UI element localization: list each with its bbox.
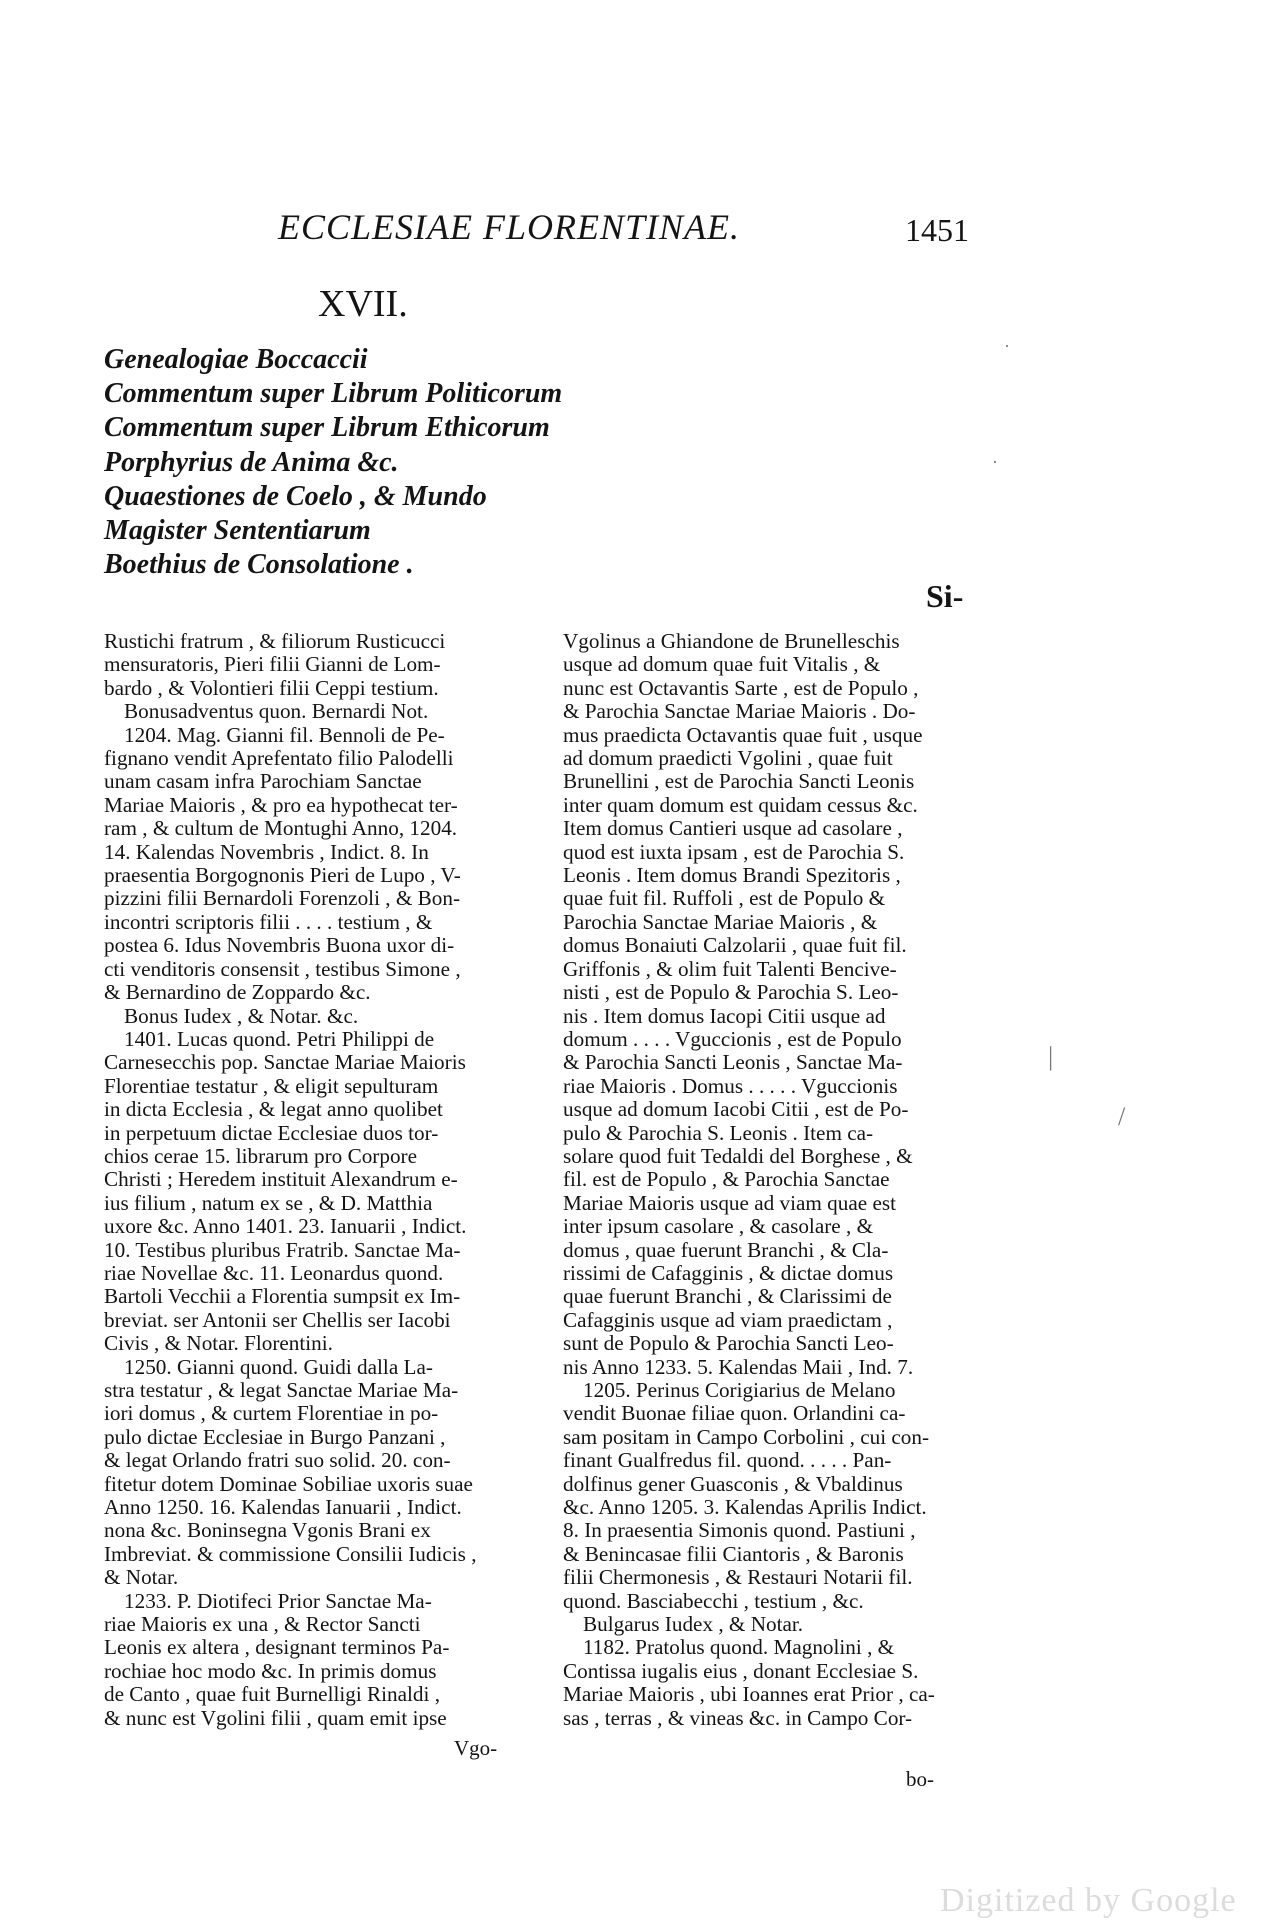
- digitized-watermark: Digitized by Google: [940, 1882, 1237, 1919]
- text-line: postea 6. Idus Novembris Buona uxor di-: [104, 934, 455, 958]
- text-line: 1250. Gianni quond. Guidi dalla La-: [124, 1355, 433, 1379]
- text-line: ram , & cultum de Montughi Anno, 1204.: [104, 817, 458, 841]
- title-line: Genealogiae Boccaccii: [104, 344, 368, 375]
- text-line: pizzini filii Bernardoli Forenzoli , & Bon-: [104, 887, 460, 911]
- page-number: 1451: [905, 212, 969, 248]
- text-line: Leonis ex altera , designant terminos Pa-: [104, 1636, 450, 1660]
- text-line: Bonus Iudex , & Notar. &c.: [124, 1004, 359, 1028]
- text-line: Griffonis , & olim fuit Talenti Bencive-: [563, 957, 897, 981]
- text-line: inter ipsum casolare , & casolare , &: [563, 1215, 874, 1239]
- text-line: nona &c. Boninsegna Vgonis Brani ex: [104, 1519, 431, 1543]
- text-line: praesentia Borgognonis Pieri de Lupo , V-: [104, 864, 461, 888]
- text-line: 8. In praesentia Simonis quond. Pastiuni ,: [563, 1519, 916, 1543]
- text-line: Contissa iugalis eius , donant Ecclesiae S.: [563, 1659, 919, 1683]
- running-title: ECCLESIAE FLORENTINAE.: [278, 207, 740, 247]
- text-line: riae Novellae &c. 11. Leonardus quond.: [104, 1261, 444, 1285]
- text-line: unam casam infra Parochiam Sanctae: [104, 770, 422, 794]
- text-line: fitetur dotem Dominae Sobiliae uxoris suae: [104, 1472, 473, 1496]
- manuscript-titles: [104, 343, 724, 582]
- text-line: & Benincasae filii Ciantoris , & Baronis: [563, 1542, 904, 1566]
- title-line: Boethius de Consolatione .: [104, 549, 414, 581]
- text-line: & legat Orlando fratri suo solid. 20. con-: [104, 1449, 451, 1473]
- text-line: & Notar.: [104, 1566, 179, 1590]
- text-line: solare quod fuit Tedaldi del Borghese , &: [563, 1144, 913, 1168]
- text-line: usque ad domum Iacobi Citii , est de Po-: [563, 1098, 909, 1122]
- text-line: fil. est de Populo , & Parochia Sanctae: [563, 1168, 890, 1192]
- text-line: rochiae hoc modo &c. In primis domus: [104, 1659, 437, 1683]
- text-line: 14. Kalendas Novembris , Indict. 8. In: [104, 840, 429, 864]
- left-column: [104, 630, 540, 1730]
- text-line: Carnesecchis pop. Sanctae Mariae Maioris: [104, 1051, 466, 1075]
- text-line: finant Gualfredus fil. quond. . . . . Pan-: [563, 1449, 892, 1473]
- title-line: Commentum super Librum Ethicorum: [104, 412, 550, 444]
- right-catchword: bo-: [906, 1767, 934, 1791]
- text-line: & nunc est Vgolini filii , quam emit ipse: [104, 1706, 447, 1730]
- text-line: mensuratoris, Pieri filii Gianni de Lom-: [104, 653, 441, 677]
- text-line: nunc est Octavantis Sarte , est de Populo ,: [563, 676, 919, 700]
- text-line: 1204. Mag. Gianni fil. Bennoli de Pe-: [124, 723, 445, 747]
- text-line: riae Maioris . Domus . . . . . Vguccionis: [563, 1074, 898, 1098]
- margin-speck: ·: [992, 452, 998, 472]
- text-line: usque ad domum quae fuit Vitalis , &: [563, 653, 881, 677]
- text-line: Mariae Maioris , & pro ea hypothecat ter-: [104, 793, 458, 817]
- margin-mark: |: [1048, 1042, 1054, 1071]
- left-catchword: Vgo-: [454, 1736, 498, 1760]
- text-line: stra testatur , & legat Sanctae Mariae Ma-: [104, 1379, 459, 1402]
- text-line: in perpetuum dictae Ecclesiae duos tor-: [104, 1121, 439, 1145]
- text-line: quae fuit fil. Ruffoli , est de Populo &: [563, 887, 886, 911]
- text-line: chios cerae 15. librarum pro Corpore: [104, 1144, 417, 1168]
- text-line: Christi ; Heredem instituit Alexandrum e-: [104, 1168, 458, 1192]
- text-line: quond. Basciabecchi , testium , &c.: [563, 1589, 864, 1613]
- text-line: Leonis . Item domus Brandi Spezitoris ,: [563, 864, 901, 888]
- text-line: Item domus Cantieri usque ad casolare ,: [563, 817, 903, 841]
- title-line: Quaestiones de Coelo , & Mundo: [104, 480, 487, 512]
- text-line: Vgolinus a Ghiandone de Brunelleschis: [563, 630, 900, 653]
- text-line: domum . . . . Vguccionis , est de Populo: [563, 1027, 902, 1051]
- document-number: XVII.: [318, 283, 408, 325]
- text-line: 10. Testibus pluribus Fratrib. Sanctae Ma-: [104, 1238, 461, 1262]
- text-line: 1205. Perinus Corigiarius de Melano: [583, 1379, 896, 1402]
- text-line: quod est iuxta ipsam , est de Parochia S.: [563, 840, 905, 864]
- margin-speck: ·: [1004, 336, 1010, 356]
- text-line: nis Anno 1233. 5. Kalendas Maii , Ind. 7.: [563, 1355, 914, 1379]
- text-line: sam positam in Campo Corbolini , cui con-: [563, 1425, 930, 1449]
- text-line: Mariae Maioris usque ad viam quae est: [563, 1191, 897, 1215]
- title-line: Magister Sententiarum: [104, 515, 371, 547]
- text-line: 1233. P. Diotifeci Prior Sanctae Ma-: [124, 1589, 432, 1613]
- margin-mark: /: [1118, 1102, 1126, 1131]
- text-line: pulo dictae Ecclesiae in Burgo Panzani ,: [104, 1425, 446, 1449]
- text-line: inter quam domum est quidam cessus &c.: [563, 793, 918, 817]
- text-line: pulo & Parochia S. Leonis . Item ca-: [563, 1121, 874, 1145]
- text-line: Anno 1250. 16. Kalendas Ianuarii , Indict.: [104, 1496, 462, 1520]
- text-line: de Canto , quae fuit Burnelligi Rinaldi ,: [104, 1683, 440, 1707]
- text-line: filii Chermonesis , & Restauri Notarii fil.: [563, 1566, 913, 1590]
- text-line: riae Maioris ex una , & Rector Sancti: [104, 1613, 421, 1637]
- text-line: 1401. Lucas quond. Petri Philippi de: [124, 1027, 435, 1051]
- title-line: Porphyrius de Anima &c.: [104, 446, 399, 478]
- text-line: cti venditoris consensit , testibus Simone ,: [104, 957, 461, 981]
- text-line: vendit Buonae filiae quon. Orlandini ca-: [563, 1402, 906, 1426]
- text-line: ad domum praedicti Vgolini , quae fuit: [563, 747, 893, 771]
- text-line: Brunellini , est de Parochia Sancti Leonis: [563, 770, 915, 794]
- text-line: Bulgarus Iudex , & Notar.: [583, 1613, 804, 1637]
- text-line: Rustichi fratrum , & filiorum Rusticucci: [104, 630, 446, 653]
- text-line: ius filium , natum ex se , & D. Matthia: [104, 1191, 433, 1215]
- text-line: sunt de Populo & Parochia Sancti Leo-: [563, 1332, 894, 1356]
- text-line: &c. Anno 1205. 3. Kalendas Aprilis Indict.: [563, 1496, 927, 1520]
- text-line: Parochia Sanctae Mariae Maioris , &: [563, 910, 878, 934]
- text-line: breviat. ser Antonii ser Chellis ser Iacobi: [104, 1308, 451, 1332]
- text-line: fignano vendit Aprefentato filio Palodelli: [104, 747, 454, 771]
- text-line: nis . Item domus Iacopi Citii usque ad: [563, 1004, 886, 1028]
- text-line: mus praedicta Octavantis quae fuit , usque: [563, 723, 923, 747]
- text-line: Florentiae testatur , & eligit sepulturam: [104, 1074, 439, 1098]
- text-line: iori domus , & curtem Florentiae in po-: [104, 1402, 439, 1426]
- text-line: in dicta Ecclesia , & legat anno quolibet: [104, 1098, 443, 1122]
- catchword-top: Si-: [926, 578, 964, 614]
- text-line: uxore &c. Anno 1401. 23. Ianuarii , Indict.: [104, 1215, 467, 1239]
- text-line: & Parochia Sanctae Mariae Maioris . Do-: [563, 700, 916, 724]
- text-line: 1182. Pratolus quond. Magnolini , &: [583, 1636, 895, 1660]
- text-line: Cafagginis usque ad viam praedictam ,: [563, 1308, 893, 1332]
- text-line: domus , quae fuerunt Branchi , & Cla-: [563, 1238, 889, 1262]
- text-line: incontri scriptoris filii . . . . testium , &: [104, 910, 433, 934]
- right-column: [563, 630, 983, 1730]
- text-line: nisti , est de Populo & Parochia S. Leo-: [563, 981, 899, 1005]
- text-line: Bartoli Vecchii a Florentia sumpsit ex Im-: [104, 1285, 461, 1309]
- text-line: & Parochia Sancti Leonis , Sanctae Ma-: [563, 1051, 903, 1075]
- text-line: sas , terras , & vineas &c. in Campo Cor-: [563, 1706, 913, 1730]
- text-line: quae fuerunt Branchi , & Clarissimi de: [563, 1285, 892, 1309]
- text-line: Bonusadventus quon. Bernardi Not.: [124, 700, 429, 724]
- text-line: Mariae Maioris , ubi Ioannes erat Prior , ca-: [563, 1683, 935, 1707]
- text-line: domus Bonaiuti Calzolarii , quae fuit fil.: [563, 934, 907, 958]
- text-line: Imbreviat. & commissione Consilii Iudicis ,: [104, 1542, 477, 1566]
- text-line: dolfinus gener Guasconis , & Vbaldinus: [563, 1472, 903, 1496]
- text-line: Civis , & Notar. Florentini.: [104, 1332, 333, 1356]
- text-line: & Bernardino de Zoppardo &c.: [104, 981, 371, 1005]
- text-line: rissimi de Cafagginis , & dictae domus: [563, 1261, 894, 1285]
- title-line: Commentum super Librum Politicorum: [104, 378, 563, 410]
- text-line: bardo , & Volontieri filii Ceppi testium.: [104, 676, 439, 700]
